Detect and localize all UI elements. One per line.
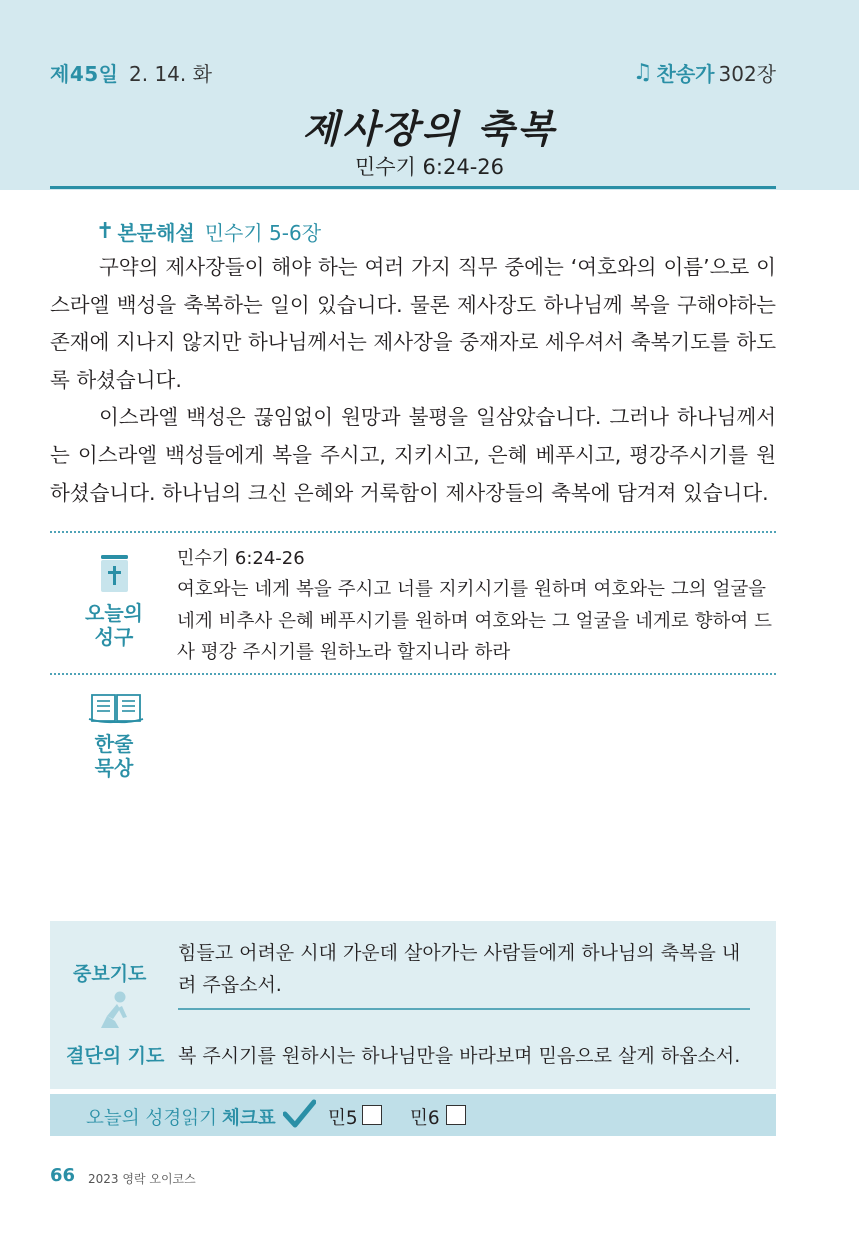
page-number: 66	[50, 1165, 76, 1186]
cross-icon: ✝	[96, 219, 115, 244]
day-label: 제45일	[50, 62, 119, 86]
checklist-item-label: 민6	[410, 1108, 440, 1129]
title-reference: 민수기 6:24-26	[355, 155, 504, 179]
checkmark-icon	[283, 1099, 316, 1129]
explanation-range: 민수기 5-6장	[204, 221, 322, 245]
checklist-checkbox[interactable]	[446, 1105, 466, 1125]
intercession-label: 중보기도	[73, 963, 147, 985]
explanation-paragraph: 이스라엘 백성은 끊임없이 원망과 불평을 일삼았습니다. 그러나 하나님께서는 이스라엘 백성들에게 복을 주시고, 지키시고, 은혜 베푸시고, 평강주시기를 원하셨습니다. 하나님의 크신 은혜와 거룩함이 제사장들의 축복에 담겨져 있습니다.	[50, 405, 776, 505]
praying-person-icon	[93, 990, 133, 1034]
bible-icon	[100, 553, 129, 593]
checklist-label: 오늘의 성경읽기	[86, 1108, 217, 1129]
resolution-text: 복 주시기를 원하시는 하나님만을 바라보며 믿음으로 살게 하옵소서.	[178, 1045, 741, 1067]
date-label: 2. 14. 화	[129, 62, 212, 86]
explanation-paragraph: 구약의 제사장들이 해야 하는 여러 가지 직무 중에는 ‘여호와의 이름’으로 이스라엘 백성을 축복하는 일이 있습니다. 물론 제사장도 하나님께 복을 구해야하는 존재에 지나지 않지만 하나님께서는 제사장을 중재자로 세우셔서 축복기도를 하도록 하셨습니다.	[50, 255, 776, 392]
explanation-heading	[96, 217, 321, 246]
intercession-text: 힘들고 어려운 시대 가운데 살아가는 사람들에게 하나님의 축복을 내려 주옵소서.	[178, 942, 741, 996]
publication-name: 2023 영락 오이코스	[88, 1172, 196, 1186]
hymn-label: 찬송가	[656, 62, 715, 86]
hymn-number: 302장	[718, 62, 776, 86]
hymn-info	[633, 58, 776, 87]
resolution-label: 결단의 기도	[66, 1045, 165, 1067]
explanation-label: 본문해설	[117, 221, 195, 245]
prayer-divider	[178, 1008, 750, 1010]
checklist-item-label: 민5	[328, 1108, 358, 1129]
page-title: 제사장의 축복	[302, 106, 557, 151]
dotted-divider	[50, 673, 776, 675]
open-book-icon	[88, 689, 144, 725]
checklist-label-strong: 체크표	[222, 1108, 276, 1129]
verse-reference: 민수기 6:24-26	[177, 548, 305, 569]
checklist-checkbox[interactable]	[362, 1105, 382, 1125]
explanation-body	[50, 249, 776, 512]
meditation-label: 한줄 묵상	[94, 732, 134, 780]
music-note-icon: ♫	[632, 60, 653, 85]
header-divider	[50, 186, 776, 189]
dotted-divider	[50, 531, 776, 533]
verse-label: 오늘의 성구	[85, 601, 143, 649]
verse-text: 여호와는 네게 복을 주시고 너를 지키시기를 원하며 여호와는 그의 얼굴을 네게 비추사 은혜 베푸시기를 원하며 여호와는 그 얼굴을 네게로 향하여 드사 평강 주시기를 원하노라 할지니라 하라	[177, 579, 772, 663]
